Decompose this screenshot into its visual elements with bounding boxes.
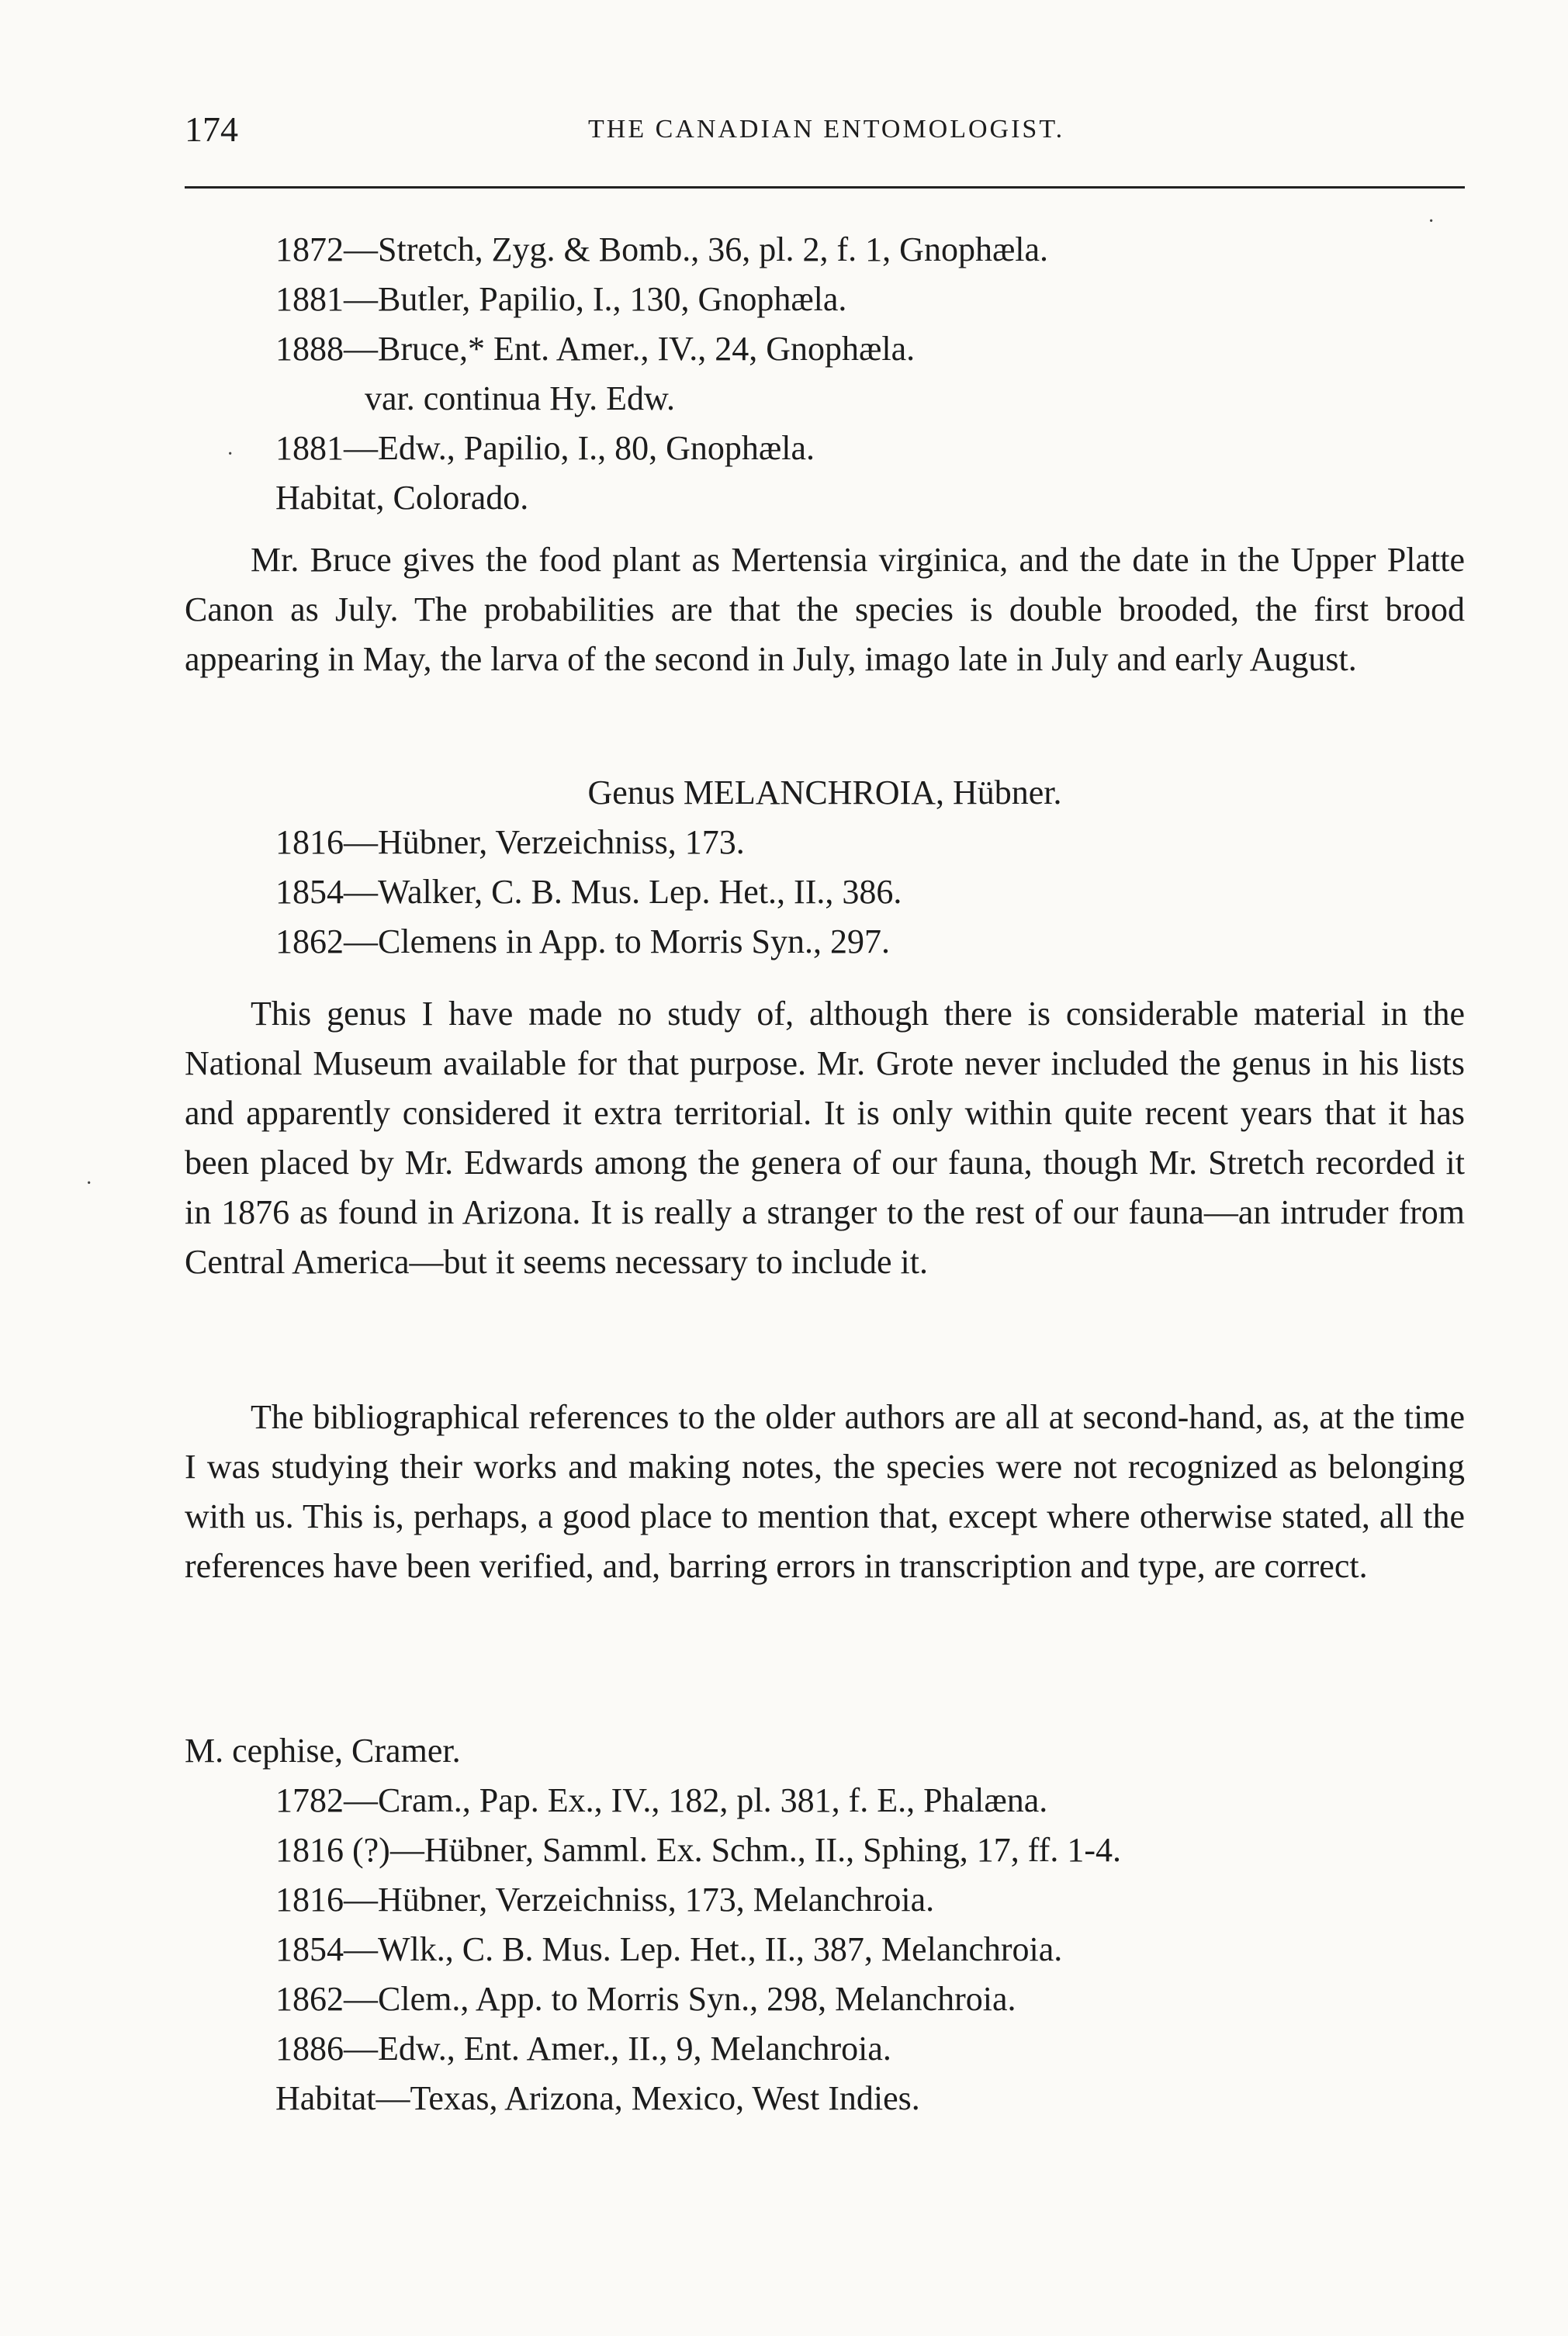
citation-line: 1782—Cram., Pap. Ex., IV., 182, pl. 381, f. E., Phalæna. — [275, 1781, 1048, 1819]
margin-speck: · — [1428, 209, 1435, 234]
margin-speck: · — [85, 1171, 93, 1196]
paragraph-text: Mr. Bruce gives the food plant as Mertensia virginica, and the date in the Upper Platte Canon as July. The probabilities are that the species is double brooded, the first brood appearing in May, the larva of the second in July, imago late in July and early August. — [185, 541, 1465, 678]
citation-line: 1816—Hübner, Verzeichniss, 173, Melanchroia. — [275, 1881, 935, 1919]
variety-line: var. continua Hy. Edw. — [365, 379, 675, 417]
paragraph-bibliography — [185, 1393, 1465, 1591]
paragraph-genus-notes — [185, 989, 1465, 1287]
citation-line: 1862—Clem., App. to Morris Syn., 298, Melanchroia. — [275, 1980, 1016, 2018]
paragraph-text: The bibliographical references to the older authors are all at second-hand, as, at the time I was studying their works and making notes, the species were not recognized as belonging with us. This is, perhaps, a good place to mention that, except where otherwise stated, all the references have been verified, and, barring errors in transcription and type, are correct. — [185, 1398, 1465, 1585]
paragraph-food-plant — [185, 535, 1465, 684]
species-heading: M. cephise, Cramer. — [185, 1732, 461, 1770]
page-header — [185, 109, 1465, 163]
citation-line: 1872—Stretch, Zyg. & Bomb., 36, pl. 2, f. 1, Gnophæla. — [275, 230, 1049, 268]
habitat-line: Habitat, Colorado. — [275, 479, 529, 517]
paragraph-text: This genus I have made no study of, although there is considerable material in the National Museum available for that purpose. Mr. Grote never included the genus in his lists and apparently considered it extra territorial. It is only within quite recent years that it has been placed by Mr. Edwards among the genera of our fauna, though Mr. Stretch recorded it in 1876 as found in Arizona. It is really a stranger to the rest of our fauna—an intruder from Central America—but it seems necessary to include it. — [185, 995, 1465, 1281]
citation-line: 1854—Wlk., C. B. Mus. Lep. Het., II., 387, Melanchroia. — [275, 1930, 1063, 1968]
citation-line: 1888—Bruce,* Ent. Amer., IV., 24, Gnophæla. — [275, 330, 916, 368]
citation-line: 1881—Butler, Papilio, I., 130, Gnophæla. — [275, 280, 847, 318]
habitat-line: Habitat—Texas, Arizona, Mexico, West Indies. — [275, 2079, 920, 2117]
citation-line: 1854—Walker, C. B. Mus. Lep. Het., II., 386. — [275, 873, 902, 911]
citation-line: 1886—Edw., Ent. Amer., II., 9, Melanchroia. — [275, 2030, 891, 2068]
margin-speck: · — [227, 442, 234, 466]
citation-line: 1816 (?)—Hübner, Samml. Ex. Schm., II., Sphing, 17, ff. 1-4. — [275, 1831, 1121, 1869]
citation-line: 1816—Hübner, Verzeichniss, 173. — [275, 823, 745, 861]
citation-line: 1862—Clemens in App. to Morris Syn., 297. — [275, 922, 891, 960]
citation-line: 1881—Edw., Papilio, I., 80, Gnophæla. — [275, 429, 815, 467]
header-rule — [185, 186, 1465, 189]
genus-heading: Genus MELANCHROIA, Hübner. — [587, 773, 1062, 812]
running-title: THE CANADIAN ENTOMOLOGIST. — [588, 115, 1065, 144]
page-number: 174 — [185, 109, 238, 149]
